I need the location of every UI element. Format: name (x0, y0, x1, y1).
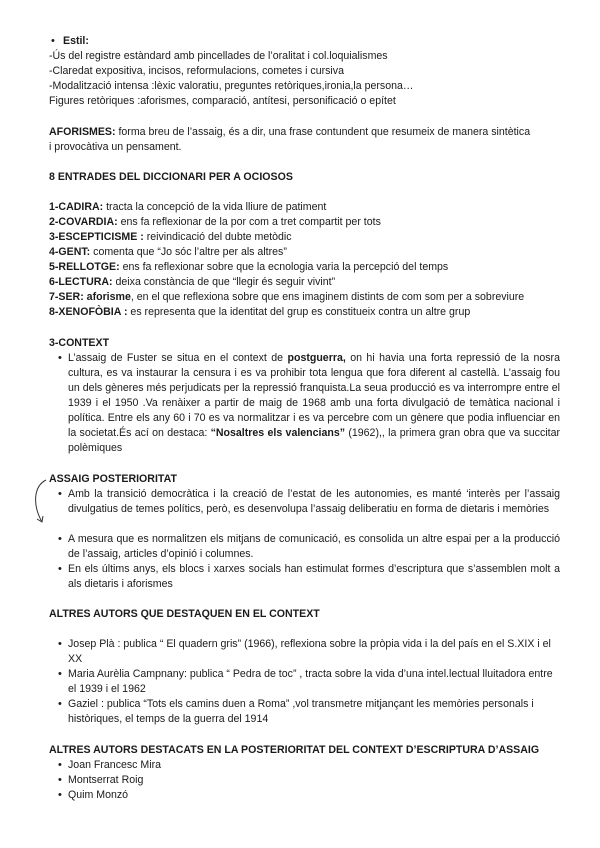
aforismes-term: AFORISMES: (49, 126, 116, 138)
entrada-text: ens fa reflexionar sobre que la ecnologia varia la percepció del temps (119, 261, 449, 273)
context-text-e: (1962),, la primera gran obra que va succitar polèmiques (68, 427, 560, 454)
estil-line-2: -Claredat expositiva, incisos, reformulacions, cometes i cursiva (49, 65, 344, 77)
curved-arrow-icon (30, 478, 50, 528)
bullet: • (58, 638, 62, 650)
bullet: • (58, 668, 62, 680)
autor-item: Gaziel : publica “Tots els camins duen a Roma” ,vol transmetre mitjançant les memòries personals i històriques, el temps de la guerra del 1914 (68, 698, 534, 725)
entrada-item (49, 290, 560, 305)
entrada-item (49, 305, 560, 320)
entrada-text: deixa constància de que “llegir és seguir vivint” (112, 276, 336, 288)
autor-item: Josep Plà : publica “ El quadern gris” (1966), reflexiona sobre la pròpia vida i la del país en el S.XIX i el XX (68, 638, 551, 665)
context-text-a: L’assaig de Fuster se situa en el context de (68, 352, 288, 364)
altres-posterioritat-heading: ALTRES AUTORS DESTACATS EN LA POSTERIORITAT DEL CONTEXT D’ESCRIPTURA D’ASSAIG (49, 744, 540, 756)
entrada-item (49, 200, 560, 215)
entrada-item (49, 275, 560, 290)
bullet: • (51, 35, 55, 47)
bullet: • (58, 352, 62, 364)
entrada-text: , en el que reflexiona sobre que ens imaginem distints de com som per a sobreviure (130, 291, 525, 303)
estil-heading: Estil: (63, 35, 89, 47)
bullet: • (58, 533, 62, 545)
context-paragraph (68, 351, 560, 456)
entrada-text: reivindicació del dubte metòdic (143, 231, 292, 243)
entrada-item (49, 260, 560, 275)
entrada-item (49, 215, 560, 230)
estil-line-3: -Modalització intensa :lèxic valoratiu, preguntes retòriques,ironia,la persona… (49, 80, 414, 92)
entrada-term: 6-LECTURA: (49, 276, 113, 288)
aforismes-text: forma breu de l’assaig, és a dir, una frase contundent que resumeix de manera sintètica (115, 126, 531, 138)
entrada-term: 3-ESCEPTICISME : (49, 231, 144, 243)
autor-item: Quim Monzó (68, 789, 129, 801)
entrada-text: tracta la concepció de la vida lliure de patiment (103, 201, 327, 213)
entrada-text: ens fa reflexionar de la por com a tret compartit per tots (117, 216, 381, 228)
context-postguerra: postguerra, (287, 352, 346, 364)
aforismes-line-1 (49, 125, 560, 140)
bullet: • (58, 563, 62, 575)
entrada-term: 5-RELLOTGE: (49, 261, 120, 273)
estil-line-1: -Ús del registre estàndard amb pincellades de l’oralitat i col.loquialismes (49, 50, 388, 62)
estil-line-4: Figures retòriques :aforismes, comparació, antítesi, personificació o epítet (49, 95, 396, 107)
posterioritat-item: A mesura que es normalitzen els mitjans de comunicació, es consolida un altre espai per a la producció de l’assaig, articles d’opinió i columnes. (68, 533, 560, 560)
entrada-term: 1-CADIRA: (49, 201, 104, 213)
entrada-text: comenta que “Jo sóc l’altre per als altres” (90, 246, 287, 258)
bullet: • (58, 759, 62, 771)
aforismes-line-2: i provocàtiva un pensament. (49, 141, 182, 153)
autor-item: Maria Aurèlia Campnany: publica “ Pedra de toc” , tracta sobre la vida d’una intel.lectual lluitadora entre el 1939 i el 1962 (68, 668, 553, 695)
entrada-text: es representa que la identitat del grup es constitueix contra un altre grup (127, 306, 471, 318)
bullet: • (58, 774, 62, 786)
posterioritat-item: En els últims anys, els blocs i xarxes socials han estimulat formes d’escriptura que s’assemblen molt a als dietaris i aforismes (68, 563, 560, 590)
entrada-item (49, 230, 560, 245)
context-heading: 3-CONTEXT (49, 337, 110, 349)
entrada-term: 2-COVARDIA: (49, 216, 118, 228)
bullet: • (58, 488, 62, 500)
entrada-item (49, 245, 560, 260)
bullet: • (58, 698, 62, 710)
entrada-term: 8-XENOFÒBIA : (49, 306, 128, 318)
context-text-c: on hi havia una forta repressió de la nosra cultura, es va instaurar la censura i es va prohibir tota lengua que fora diferent al castellà. L’assaig fou un dels gèneres més perjudicats per la repressió franquista.La seua producció es va interrompre entre el 1939 i el 1950 .Va renàixer a partir de maig de 1968 amb una forta divulgació de temàtica nacional i política. Entre els any 60 i 70 es va normalitzar i es va percebre com un gènere que podia influenciar en la societat.És ací on destaca: (68, 352, 560, 439)
context-book-title: “Nosaltres els valencians” (210, 427, 346, 439)
altres-context-heading: ALTRES AUTORS QUE DESTAQUEN EN EL CONTEXT (49, 608, 320, 620)
bullet: • (58, 789, 62, 801)
autor-item: Montserrat Roig (68, 774, 144, 786)
posterioritat-heading: ASSAIG POSTERIORITAT (49, 473, 177, 485)
autor-item: Joan Francesc Mira (68, 759, 162, 771)
entrades-heading: 8 ENTRADES DEL DICCIONARI PER A OCIOSOS (49, 171, 293, 183)
entrada-term: 7-SER: aforisme (49, 291, 131, 303)
posterioritat-item: Amb la transició democràtica i la creació de l’estat de les autonomies, es manté ‘interès per l’assaig divulgatius de temes polítics, però, es desenvolupa l’assaig deliberatiu en forma de dietaris i memòries (68, 488, 560, 515)
entrada-term: 4-GENT: (49, 246, 91, 258)
